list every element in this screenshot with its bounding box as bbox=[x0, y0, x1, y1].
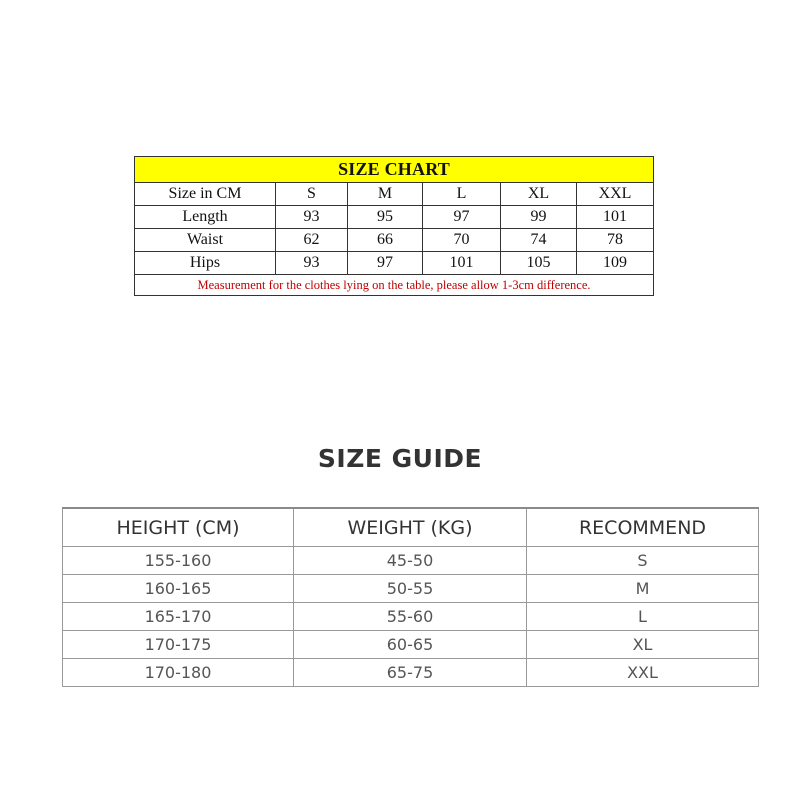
size-guide-cell: 160-165 bbox=[63, 575, 294, 603]
size-chart-cell: 62 bbox=[276, 229, 348, 252]
size-guide-cell: 170-180 bbox=[63, 659, 294, 687]
size-chart-header-row bbox=[135, 183, 654, 206]
size-guide-cell: M bbox=[527, 575, 759, 603]
size-chart-cell: 93 bbox=[276, 206, 348, 229]
size-chart-row-label: Waist bbox=[135, 229, 276, 252]
size-guide-title: SIZE GUIDE bbox=[317, 444, 483, 473]
size-guide-cell: S bbox=[527, 547, 759, 575]
size-guide-cell: 65-75 bbox=[294, 659, 527, 687]
size-chart-cell: 99 bbox=[501, 206, 577, 229]
size-chart-cell: 78 bbox=[577, 229, 654, 252]
size-guide-cell: 50-55 bbox=[294, 575, 527, 603]
size-guide-cell: 155-160 bbox=[63, 547, 294, 575]
size-guide-row bbox=[63, 547, 759, 575]
size-guide-cell: 170-175 bbox=[63, 631, 294, 659]
size-chart-cell: 93 bbox=[276, 252, 348, 275]
size-chart-table bbox=[134, 156, 654, 296]
size-guide-cell: 45-50 bbox=[294, 547, 527, 575]
size-chart-row-label: Length bbox=[135, 206, 276, 229]
size-chart-note: Measurement for the clothes lying on the table, please allow 1-3cm difference. bbox=[135, 275, 654, 296]
size-guide-row bbox=[63, 575, 759, 603]
size-guide-cell: 60-65 bbox=[294, 631, 527, 659]
size-guide-row bbox=[63, 659, 759, 687]
size-chart-cell: 70 bbox=[423, 229, 501, 252]
size-guide-table bbox=[62, 507, 759, 687]
size-chart-header-cell: L bbox=[423, 183, 501, 206]
size-guide-row bbox=[63, 631, 759, 659]
size-chart-cell: 109 bbox=[577, 252, 654, 275]
size-guide-header-cell: RECOMMEND bbox=[527, 508, 759, 547]
size-chart-cell: 105 bbox=[501, 252, 577, 275]
size-guide-cell: L bbox=[527, 603, 759, 631]
size-chart-header-cell: Size in CM bbox=[135, 183, 276, 206]
size-chart-title: SIZE CHART bbox=[135, 157, 654, 183]
size-guide-header-row bbox=[63, 508, 759, 547]
size-chart-cell: 101 bbox=[423, 252, 501, 275]
size-guide-cell: 55-60 bbox=[294, 603, 527, 631]
size-chart-cell: 97 bbox=[423, 206, 501, 229]
size-chart-row-waist bbox=[135, 229, 654, 252]
size-guide-row bbox=[63, 603, 759, 631]
size-chart-header-cell: S bbox=[276, 183, 348, 206]
size-chart-row-hips bbox=[135, 252, 654, 275]
size-chart-cell: 74 bbox=[501, 229, 577, 252]
size-chart-row-length bbox=[135, 206, 654, 229]
size-guide-header-cell: HEIGHT (CM) bbox=[63, 508, 294, 547]
size-guide-cell: 165-170 bbox=[63, 603, 294, 631]
size-chart-cell: 95 bbox=[348, 206, 423, 229]
size-chart-cell: 97 bbox=[348, 252, 423, 275]
size-chart-header-cell: XXL bbox=[577, 183, 654, 206]
size-guide-cell: XL bbox=[527, 631, 759, 659]
size-chart-row-label: Hips bbox=[135, 252, 276, 275]
size-chart-cell: 101 bbox=[577, 206, 654, 229]
size-chart-header-cell: M bbox=[348, 183, 423, 206]
size-guide-header-cell: WEIGHT (KG) bbox=[294, 508, 527, 547]
size-guide-cell: XXL bbox=[527, 659, 759, 687]
size-chart-header-cell: XL bbox=[501, 183, 577, 206]
size-chart-cell: 66 bbox=[348, 229, 423, 252]
